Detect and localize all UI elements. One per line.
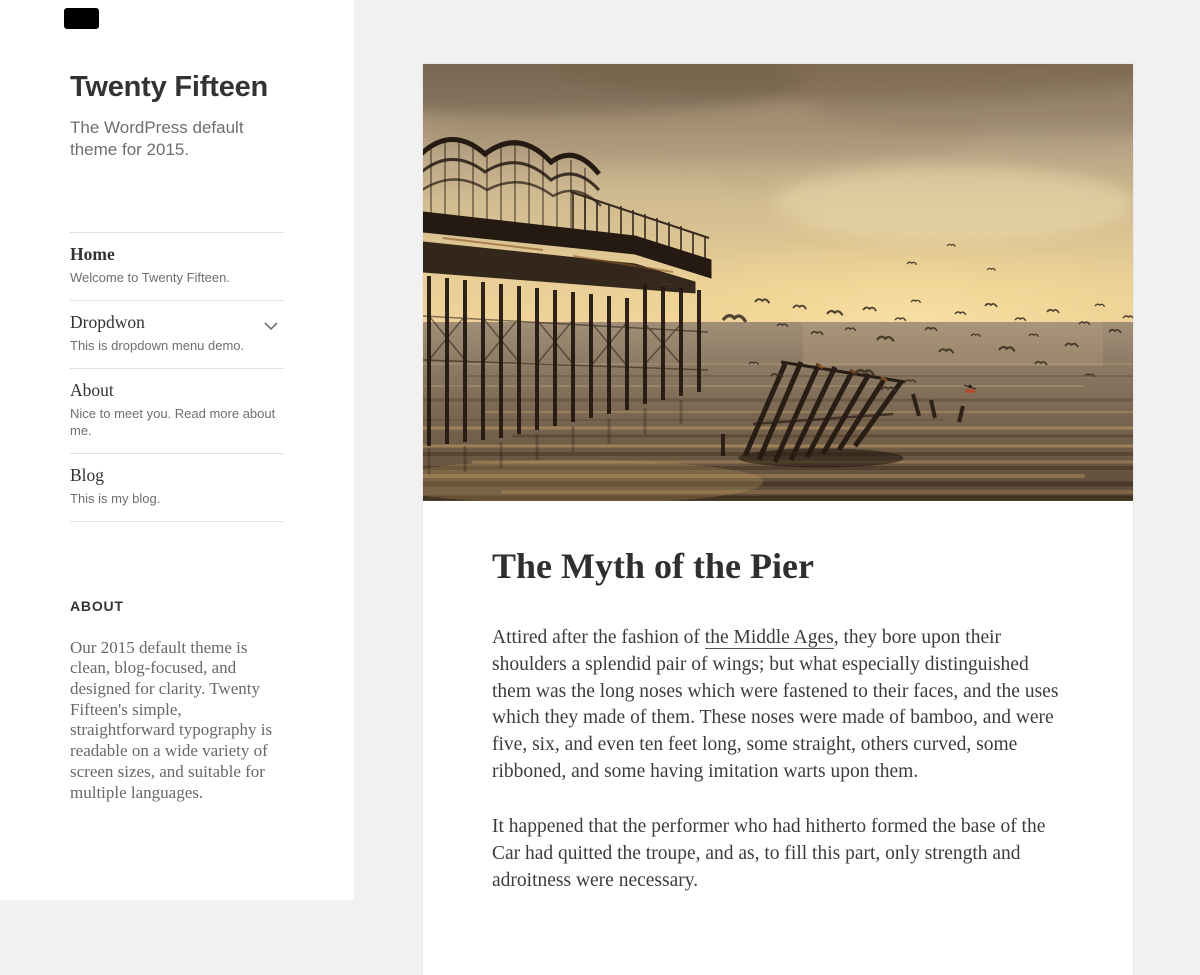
menu-link-dropdown[interactable]: Dropdwon [70, 311, 145, 332]
paragraph-text: , they bore upon their shoulders a splendid pair of wings; but what especially distinguished them was the long noses which were fastened to their faces, and the uses which they made of them. These noses were made of bamboo, and were five, six, and even ten feet long, some straight, others curved, some ribboned, and some having imitation warts upon them. [492, 627, 1059, 782]
middle-ages-link[interactable]: the Middle Ages [704, 627, 834, 649]
content-area [354, 0, 1200, 900]
menu-description: This is my blog. [70, 490, 161, 506]
sidebar-item-home [70, 232, 284, 300]
post-title[interactable]: The Myth of the Pier [492, 546, 814, 586]
menu-link-about[interactable]: About [70, 379, 114, 400]
site-title[interactable]: Twenty Fifteen [70, 71, 269, 103]
about-widget [70, 598, 284, 804]
sidebar-item-blog [70, 453, 284, 522]
widget-text: Our 2015 default theme is clean, blog-focused, and designed for clarity. Twenty Fifteen's simple, straightforward typography is readable on a wide variety of screen sizes, and suitable for multiple languages. [70, 637, 273, 802]
chevron-down-icon[interactable] [260, 317, 282, 335]
menu-link-blog[interactable]: Blog [70, 464, 105, 485]
screenshot-artifact-black-rectangle [64, 8, 99, 29]
post-paragraph-2: It happened that the performer who had hitherto formed the base of the Car had quitted the troupe, and as, to fill this part, only strength and adroitness were necessary. [492, 816, 1046, 891]
primary-menu [70, 232, 284, 521]
menu-link-home[interactable]: Home [70, 244, 115, 265]
sidebar [0, 0, 354, 900]
paragraph-text: Attired after the fashion of [492, 627, 705, 649]
menu-description: This is dropdown menu demo. [70, 337, 245, 353]
sidebar-item-dropdown [70, 300, 284, 368]
sidebar-item-about [70, 368, 284, 453]
site-description: The WordPress default theme for 2015. [70, 117, 244, 159]
post-body [423, 501, 1133, 975]
featured-image-pier-sunset[interactable] [423, 64, 1133, 501]
post-card [423, 64, 1133, 975]
post-paragraph-1 [492, 625, 1067, 785]
menu-description: Nice to meet you. Read more about me. [70, 405, 276, 438]
menu-description: Welcome to Twenty Fifteen. [70, 270, 230, 286]
widget-title: ABOUT [70, 597, 124, 614]
